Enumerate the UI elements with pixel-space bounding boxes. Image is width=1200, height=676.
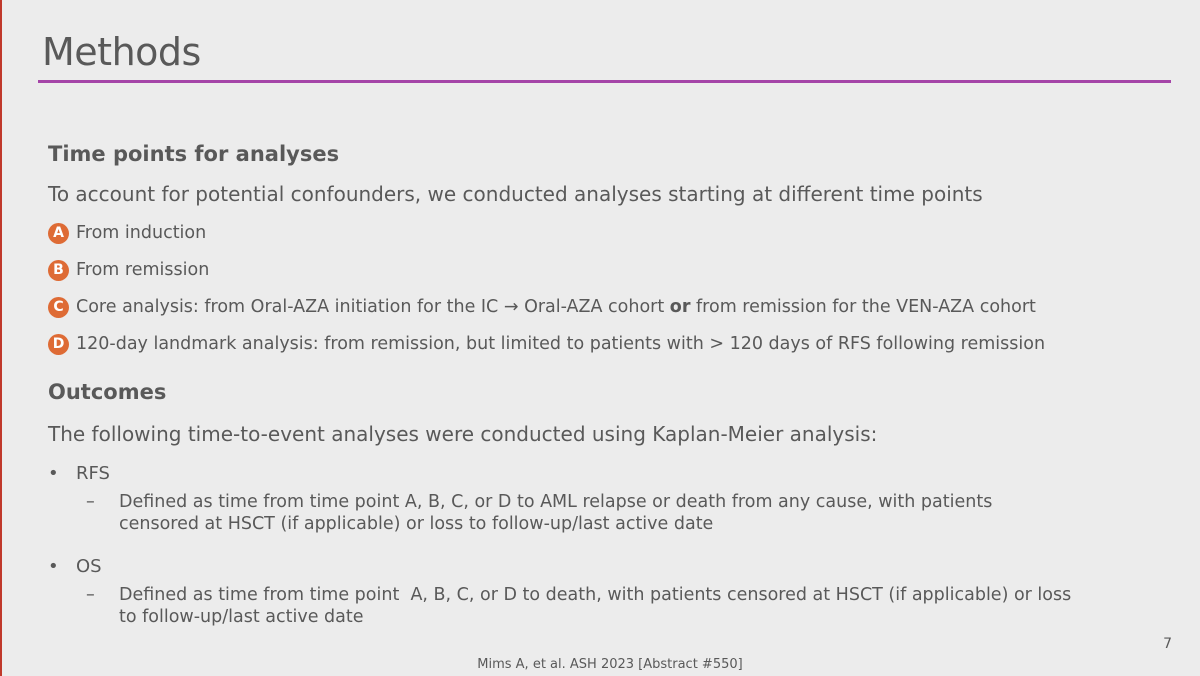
badge-c-icon: C <box>48 297 69 318</box>
outcome-sub-rfs <box>86 491 1086 535</box>
outcomes-heading: Outcomes <box>48 380 167 404</box>
time-point-text-part: Core analysis: from Oral-AZA initiation for the IC → Oral-AZA cohort <box>76 297 670 317</box>
time-point-item-a <box>48 221 206 245</box>
slide-left-edge <box>0 0 2 676</box>
bullet-label: RFS <box>76 463 110 484</box>
time-point-text <box>76 297 1036 317</box>
slide-title: Methods <box>42 30 201 74</box>
sub-bullet-text: Defined as time from time point A, B, C, or D to death, with patients censored at HSCT (if applicable) or loss to follow-up/last active date <box>119 585 1077 627</box>
time-points-intro: To account for potential confounders, we conducted analyses starting at different time points <box>48 182 983 206</box>
citation: Mims A, et al. ASH 2023 [Abstract #550] <box>477 657 743 672</box>
bullet-marker: • <box>48 556 59 577</box>
badge-d-icon: D <box>48 334 69 355</box>
bullet-label: OS <box>76 556 102 577</box>
badge-a-icon: A <box>48 223 69 244</box>
outcome-bullet-rfs <box>48 463 110 484</box>
time-point-item-d <box>48 332 1045 356</box>
outcome-sub-os <box>86 584 1086 628</box>
time-point-text: From remission <box>76 260 210 280</box>
badge-b-icon: B <box>48 260 69 281</box>
bullet-marker: • <box>48 463 59 484</box>
time-point-text: 120-day landmark analysis: from remission, but limited to patients with > 120 days of RFS following remission <box>76 334 1046 354</box>
sub-bullet-marker: – <box>86 492 95 512</box>
time-point-text: From induction <box>76 223 207 243</box>
title-divider <box>38 80 1171 83</box>
outcomes-intro: The following time-to-event analyses were conducted using Kaplan-Meier analysis: <box>48 422 878 446</box>
time-point-item-b <box>48 258 209 282</box>
sub-bullet-text: Defined as time from time point A, B, C, or D to AML relapse or death from any cause, with patients censored at HSCT (if applicable) or loss to follow-up/last active date <box>119 492 993 534</box>
time-points-heading: Time points for analyses <box>48 142 340 166</box>
outcome-bullet-os <box>48 556 102 577</box>
time-point-text-part: from remission for the VEN-AZA cohort <box>690 297 1036 317</box>
page-number: 7 <box>1163 636 1172 652</box>
sub-bullet-marker: – <box>86 585 95 605</box>
time-point-item-c <box>48 295 1036 319</box>
time-point-bold-or: or <box>669 297 691 317</box>
